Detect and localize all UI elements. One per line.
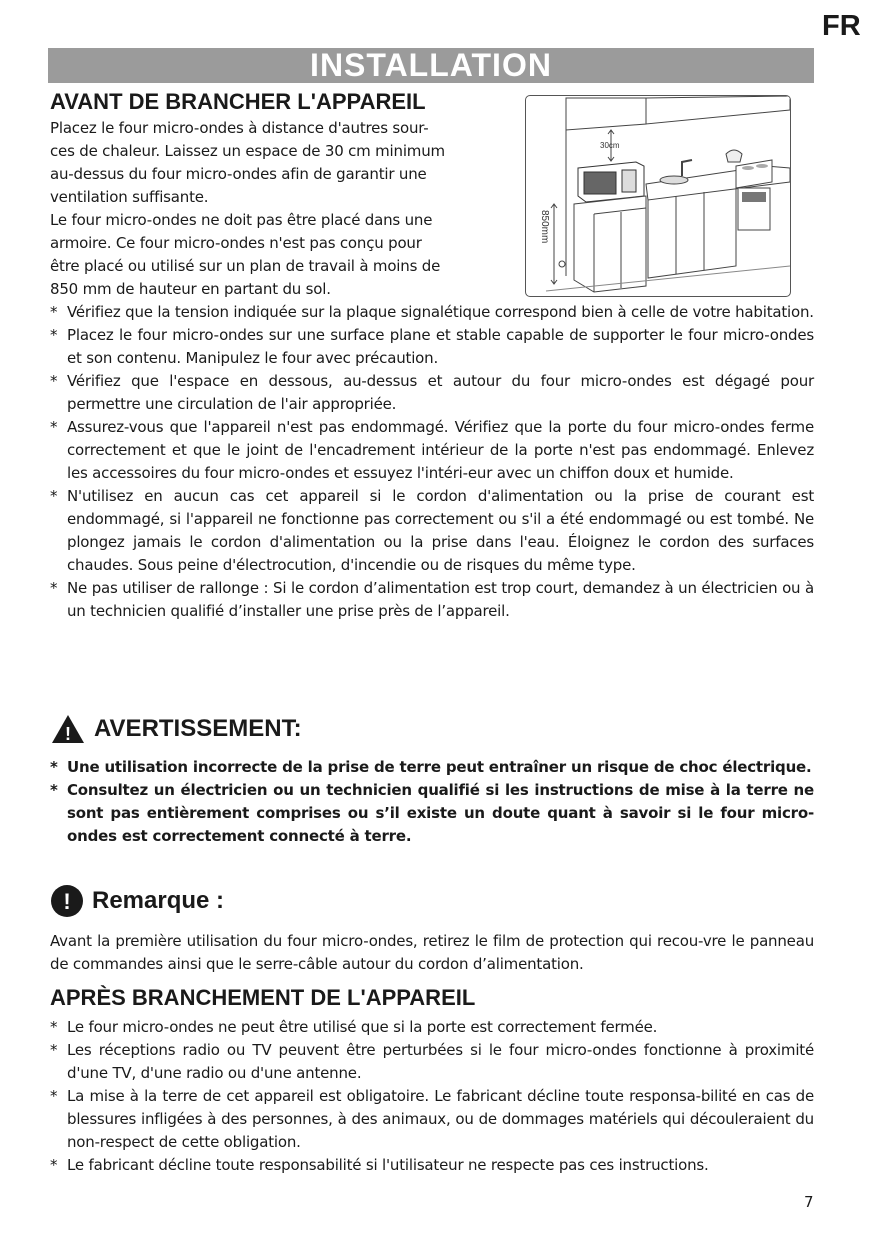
list-item: * Les réceptions radio ou TV peuvent être perturbées si le four micro-ondes fonctionne à proximité d'une TV, d'une radio ou d'une antenne.: [50, 1039, 814, 1085]
list-item: * N'utilisez en aucun cas cet appareil si le cordon d'alimentation ou la prise de courant est endommagé, si l'appareil ne fonctionne pas correctement ou s'il a été endommagé ou est tombé. Ne plongez jamais le cordon d'alimentation ou la prise dans l'eau. Éloignez le cordon des surfaces chaudes. Sous peine d'électrocution, d'incendie ou de risques du même type.: [50, 485, 814, 577]
after-connecting-list: [50, 1016, 814, 1177]
note-text: Avant la première utilisation du four micro-ondes, retirez le film de protection qui recou-vre le panneau de commandes ainsi que le serre-câble autour du cordon d’alimentation.: [50, 932, 814, 973]
kitchen-diagram: [526, 96, 790, 296]
list-item: * Ne pas utiliser de rallonge : Si le cordon d’alimentation est trop court, demandez à un électricien ou à un technicien qualifié d’installer une prise près de l’appareil.: [50, 577, 814, 623]
language-label: FR: [822, 10, 861, 42]
heading-after-connecting: APRÈS BRANCHEMENT DE L'APPAREIL: [50, 985, 476, 1010]
intro-line: Le four micro-ondes ne doit pas être placé dans une: [50, 211, 433, 229]
list-item: * Vérifiez que la tension indiquée sur la plaque signalétique correspond bien à celle de votre habitation.: [50, 301, 814, 324]
intro-line: armoire. Ce four micro-ondes n'est pas conçu pour: [50, 234, 422, 252]
before-connecting-list: [50, 301, 814, 623]
list-item: * Vérifiez que l'espace en dessous, au-dessus et autour du four micro-ondes est dégagé pour permettre une circulation de l'air appropriée.: [50, 370, 814, 416]
list-item: * Assurez-vous que l'appareil n'est pas endommagé. Vérifiez que la porte du four micro-ondes ferme correctement et que le joint de l'encadrement intérieur de la porte n'est pas endommagé. Enlevez les accessoires du four micro-ondes et essuyez l'intéri-eur avec un chiffon doux et humide.: [50, 416, 814, 485]
note-heading: [50, 884, 224, 918]
section-banner: INSTALLATION: [48, 48, 814, 83]
list-item: * Consultez un électricien ou un technicien qualifié si les instructions de mise à la terre ne sont pas entièrement comprises ou s’il existe un doute quant à savoir si le four micro-ondes est correctement connecté à terre.: [50, 779, 814, 848]
list-item: * La mise à la terre de cet appareil est obligatoire. Le fabricant décline toute responsa-bilité en cas de blessures infligées à des personnes, à des animaux, ou de dommages matériels qui découleraient du non-respect de cette obligation.: [50, 1085, 814, 1154]
intro-line: ventilation suffisante.: [50, 188, 209, 206]
list-item: * Placez le four micro-ondes sur une surface plane et stable capable de supporter le four micro-ondes et son contenu. Manipulez le four avec précaution.: [50, 324, 814, 370]
intro-line: Placez le four micro-ondes à distance d'autres sour-: [50, 119, 429, 137]
intro-line: être placé ou utilisé sur un plan de travail à moins de: [50, 257, 441, 275]
intro-line: ces de chaleur. Laissez un espace de 30 cm minimum: [50, 142, 445, 160]
warning-heading: [50, 713, 302, 745]
list-item: * Le fabricant décline toute responsabilité si l'utilisateur ne respecte pas ces instructions.: [50, 1154, 814, 1177]
clearance-label: 30cm: [600, 141, 620, 150]
page-number: 7: [804, 1193, 814, 1211]
warning-list: [50, 756, 814, 848]
intro-line: 850 mm de hauteur en partant du sol.: [50, 280, 331, 298]
note-title: Remarque :: [92, 887, 225, 914]
kitchen-installation-illustration: [525, 95, 791, 297]
exclamation-circle-icon: [50, 884, 84, 918]
svg-text:!: !: [63, 889, 71, 914]
heading-before-connecting: AVANT DE BRANCHER L'APPAREIL: [50, 89, 426, 114]
list-item: * Le four micro-ondes ne peut être utilisé que si la porte est correctement fermée.: [50, 1016, 814, 1039]
height-label: 850mm: [539, 210, 550, 244]
warning-triangle-icon: [50, 713, 86, 745]
intro-line: au-dessus du four micro-ondes afin de garantir une: [50, 165, 427, 183]
svg-text:!: !: [65, 724, 71, 744]
warning-title: AVERTISSEMENT:: [94, 715, 302, 742]
intro-paragraph: [50, 117, 520, 301]
list-item: * Une utilisation incorrecte de la prise de terre peut entraîner un risque de choc électrique.: [50, 756, 814, 779]
